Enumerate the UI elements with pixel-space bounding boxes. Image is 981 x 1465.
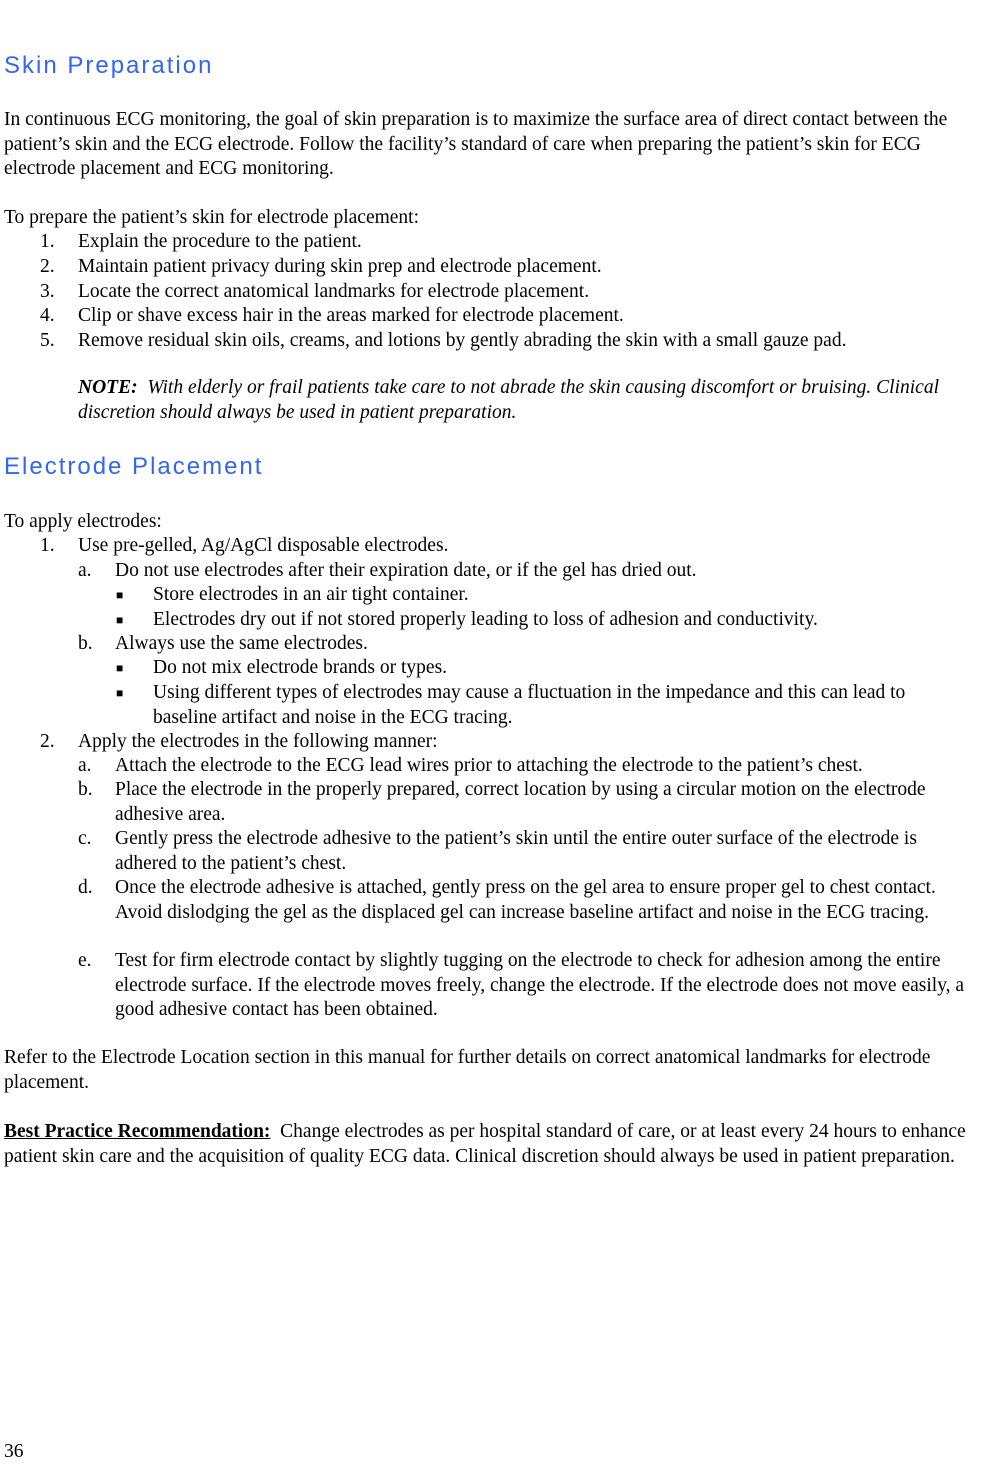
bullet-text: Electrodes dry out if not stored properly leading to loss of adhesion and conductivity. — [153, 609, 818, 630]
sub-list-text: Gently press the electrode adhesive to the patient’s skin until the entire outer surface of the electrode is adhered to the patient’s chest. — [115, 828, 917, 874]
square-bullet-icon: ■ — [116, 661, 124, 675]
list-number: 2. — [40, 731, 55, 752]
bullet-text: Do not mix electrode brands or types. — [153, 657, 448, 678]
list-number: 3. — [40, 281, 55, 302]
best-practice-label: Best Practice Recommendation: — [4, 1121, 271, 1142]
skin-prep-intro-paragraph: In continuous ECG monitoring, the goal of skin preparation is to maximize the surface area of direct contact between the patient’s skin and the ECG electrode. Follow the facility’s standard of care when preparing the patient’s skin for ECG electrode placement and ECG monitoring. — [4, 109, 948, 179]
list-number: 4. — [40, 305, 55, 326]
skin-preparation-heading: Skin Preparation — [4, 52, 214, 79]
sub-list-letter: c. — [78, 828, 92, 849]
electrode-placement-intro: To apply electrodes: — [4, 511, 162, 532]
sub-list-text: Place the electrode in the properly prepared, correct location by using a circular motion on the electrode adhesive area. — [115, 779, 926, 825]
list-number: 1. — [40, 231, 55, 252]
list-item-text: Use pre-gelled, Ag/AgCl disposable electrodes. — [78, 535, 449, 556]
sub-list-text: Do not use electrodes after their expiration date, or if the gel has dried out. — [115, 560, 697, 581]
square-bullet-icon: ■ — [116, 588, 124, 602]
refer-paragraph: Refer to the Electrode Location section in this manual for further details on correct anatomical landmarks for electrode placement. — [4, 1047, 931, 1093]
list-item-text: Clip or shave excess hair in the areas marked for electrode placement. — [78, 305, 624, 326]
note-label: NOTE: — [78, 377, 138, 398]
sub-list-text: Once the electrode adhesive is attached, gently press on the gel area to ensure proper gel to chest contact. Avoid dislodging the gel as the displaced gel can increase baseline artifact and noise in the ECG tracing. — [115, 877, 936, 923]
square-bullet-icon: ■ — [116, 613, 124, 627]
sub-list-letter: a. — [78, 755, 92, 776]
sub-list-letter: d. — [78, 877, 93, 898]
sub-list-text: Always use the same electrodes. — [115, 633, 368, 654]
list-number: 5. — [40, 330, 55, 351]
sub-list-letter: b. — [78, 779, 93, 800]
bullet-text: Using different types of electrodes may cause a fluctuation in the impedance and this can lead to baseline artifact and noise in the ECG tracing. — [153, 682, 906, 728]
sub-list-letter: a. — [78, 560, 92, 581]
sub-list-letter: b. — [78, 633, 93, 654]
sub-list-letter: e. — [78, 950, 92, 971]
list-item-text: Locate the correct anatomical landmarks for electrode placement. — [78, 281, 590, 302]
square-bullet-icon: ■ — [116, 686, 124, 700]
list-item-text: Apply the electrodes in the following manner: — [78, 731, 438, 752]
list-number: 1. — [40, 535, 55, 556]
list-number: 2. — [40, 256, 55, 277]
sub-list-text: Test for firm electrode contact by slightly tugging on the electrode to check for adhesion among the entire electrode surface. If the electrode moves freely, change the electrode. If the electrode does not move easily, a good adhesive contact has been obtained. — [115, 950, 965, 1020]
note-paragraph — [78, 376, 958, 425]
note-text: With elderly or frail patients take care to not abrade the skin causing discomfort or bruising. Clinical discretion should always be used in patient preparation. — [78, 377, 940, 423]
best-practice-text: Change electrodes as per hospital standard of care, or at least every 24 hours to enhance patient skin care and the acquisition of quality ECG data. Clinical discretion should always be used in patient preparation. — [4, 1121, 966, 1167]
bullet-text: Store electrodes in an air tight container. — [153, 584, 469, 605]
page-number: 36 — [4, 1441, 24, 1462]
best-practice-paragraph — [4, 1120, 976, 1169]
list-item-text: Maintain patient privacy during skin prep and electrode placement. — [78, 256, 602, 277]
sub-list-text: Attach the electrode to the ECG lead wires prior to attaching the electrode to the patient’s chest. — [115, 755, 863, 776]
list-item-text: Explain the procedure to the patient. — [78, 231, 362, 252]
skin-prep-steps-intro: To prepare the patient’s skin for electrode placement: — [4, 207, 420, 228]
list-item-text: Remove residual skin oils, creams, and lotions by gently abrading the skin with a small gauze pad. — [78, 330, 847, 351]
electrode-placement-heading: Electrode Placement — [4, 453, 264, 480]
